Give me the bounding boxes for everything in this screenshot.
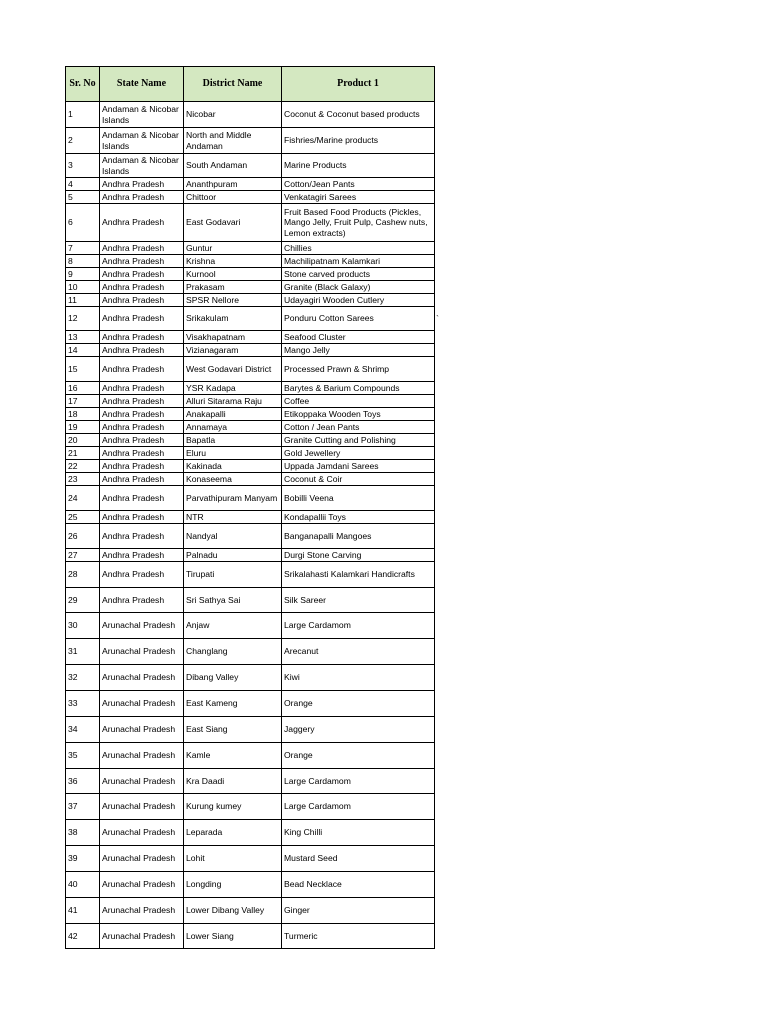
cell-sr-no: 9: [66, 268, 100, 281]
table-row: [66, 434, 435, 447]
cell-sr-no: 5: [66, 191, 100, 204]
cell-sr-no: 23: [66, 473, 100, 486]
table-row: [66, 872, 435, 898]
cell-product: Mustard Seed: [282, 846, 435, 872]
cell-product: Bead Necklace: [282, 872, 435, 898]
cell-product: Large Cardamom: [282, 794, 435, 820]
cell-district-name: East Godavari: [184, 204, 282, 242]
cell-district-name: SPSR Nellore: [184, 294, 282, 307]
cell-district-name: NTR: [184, 511, 282, 524]
cell-district-name: Parvathipuram Manyam: [184, 486, 282, 511]
cell-district-name: Lower Dibang Valley: [184, 898, 282, 924]
cell-sr-no: 21: [66, 447, 100, 460]
header-row: [66, 67, 435, 102]
cell-product: Machilipatnam Kalamkari: [282, 255, 435, 268]
cell-product: Ginger: [282, 898, 435, 924]
cell-district-name: East Kameng: [184, 691, 282, 717]
cell-state-name: Arunachal Pradesh: [100, 717, 184, 743]
cell-state-name: Arunachal Pradesh: [100, 691, 184, 717]
table-row: [66, 846, 435, 872]
cell-sr-no: 40: [66, 872, 100, 898]
cell-state-name: Andaman & Nicobar Islands: [100, 102, 184, 128]
cell-state-name: Andhra Pradesh: [100, 357, 184, 382]
cell-state-name: Arunachal Pradesh: [100, 665, 184, 691]
table-row: [66, 204, 435, 242]
cell-state-name: Andhra Pradesh: [100, 460, 184, 473]
table-row: [66, 395, 435, 408]
cell-district-name: Srikakulam: [184, 307, 282, 331]
cell-sr-no: 39: [66, 846, 100, 872]
cell-sr-no: 20: [66, 434, 100, 447]
product-table: [65, 66, 435, 949]
cell-sr-no: 8: [66, 255, 100, 268]
cell-district-name: Guntur: [184, 242, 282, 255]
cell-state-name: Andhra Pradesh: [100, 511, 184, 524]
cell-product: Granite Cutting and Polishing: [282, 434, 435, 447]
cell-district-name: Lower Siang: [184, 924, 282, 949]
cell-sr-no: 11: [66, 294, 100, 307]
cell-district-name: Changlang: [184, 639, 282, 665]
cell-state-name: Andhra Pradesh: [100, 395, 184, 408]
cell-sr-no: 15: [66, 357, 100, 382]
cell-state-name: Arunachal Pradesh: [100, 820, 184, 846]
cell-district-name: Prakasam: [184, 281, 282, 294]
cell-product: Fruit Based Food Products (Pickles, Mango Jelly, Fruit Pulp, Cashew nuts, Lemon extracts): [282, 204, 435, 242]
cell-product: Marine Products: [282, 154, 435, 178]
table-row: [66, 486, 435, 511]
table-row: [66, 820, 435, 846]
cell-sr-no: 14: [66, 344, 100, 357]
cell-district-name: Anjaw: [184, 613, 282, 639]
cell-product: Processed Prawn & Shrimp: [282, 357, 435, 382]
cell-product: Kondapallii Toys: [282, 511, 435, 524]
cell-sr-no: 1: [66, 102, 100, 128]
cell-sr-no: 2: [66, 128, 100, 154]
cell-sr-no: 13: [66, 331, 100, 344]
table-row: [66, 268, 435, 281]
cell-product: Jaggery: [282, 717, 435, 743]
table-row: [66, 331, 435, 344]
cell-product: Large Cardamom: [282, 769, 435, 794]
cell-district-name: West Godavari District: [184, 357, 282, 382]
cell-product: Kiwi: [282, 665, 435, 691]
table-row: [66, 691, 435, 717]
cell-sr-no: 30: [66, 613, 100, 639]
cell-state-name: Arunachal Pradesh: [100, 846, 184, 872]
table-row: [66, 665, 435, 691]
cell-product: Coconut & Coconut based products: [282, 102, 435, 128]
cell-district-name: Dibang Valley: [184, 665, 282, 691]
cell-state-name: Andhra Pradesh: [100, 242, 184, 255]
cell-state-name: Andhra Pradesh: [100, 562, 184, 588]
table-row: [66, 549, 435, 562]
cell-sr-no: 38: [66, 820, 100, 846]
cell-product: Turmeric: [282, 924, 435, 949]
cell-sr-no: 41: [66, 898, 100, 924]
cell-state-name: Andhra Pradesh: [100, 486, 184, 511]
cell-sr-no: 18: [66, 408, 100, 421]
table-row: [66, 357, 435, 382]
cell-product: Chillies: [282, 242, 435, 255]
cell-sr-no: 12: [66, 307, 100, 331]
stray-mark: `: [436, 314, 439, 324]
cell-district-name: Kakinada: [184, 460, 282, 473]
cell-district-name: Eluru: [184, 447, 282, 460]
cell-district-name: East Siang: [184, 717, 282, 743]
table-row: [66, 898, 435, 924]
cell-sr-no: 37: [66, 794, 100, 820]
cell-product: Silk Sareer: [282, 588, 435, 613]
cell-state-name: Arunachal Pradesh: [100, 613, 184, 639]
header-sr-no: Sr. No: [66, 67, 100, 102]
table-row: [66, 743, 435, 769]
cell-product: Fishries/Marine products: [282, 128, 435, 154]
cell-district-name: Alluri Sitarama Raju: [184, 395, 282, 408]
cell-district-name: Longding: [184, 872, 282, 898]
cell-state-name: Andaman & Nicobar Islands: [100, 128, 184, 154]
cell-sr-no: 35: [66, 743, 100, 769]
cell-district-name: Krishna: [184, 255, 282, 268]
cell-sr-no: 16: [66, 382, 100, 395]
cell-district-name: Anakapalli: [184, 408, 282, 421]
cell-district-name: Bapatla: [184, 434, 282, 447]
cell-state-name: Andhra Pradesh: [100, 421, 184, 434]
table-row: [66, 344, 435, 357]
cell-product: Gold Jewellery: [282, 447, 435, 460]
cell-district-name: Lohit: [184, 846, 282, 872]
cell-district-name: South Andaman: [184, 154, 282, 178]
table-row: [66, 191, 435, 204]
cell-product: Mango Jelly: [282, 344, 435, 357]
cell-district-name: Annamaya: [184, 421, 282, 434]
cell-state-name: Andhra Pradesh: [100, 588, 184, 613]
cell-sr-no: 17: [66, 395, 100, 408]
table-row: [66, 421, 435, 434]
cell-sr-no: 29: [66, 588, 100, 613]
cell-product: Bobilli Veena: [282, 486, 435, 511]
cell-sr-no: 34: [66, 717, 100, 743]
cell-district-name: Ananthpuram: [184, 178, 282, 191]
cell-district-name: Kamle: [184, 743, 282, 769]
cell-product: Cotton / Jean Pants: [282, 421, 435, 434]
cell-sr-no: 27: [66, 549, 100, 562]
cell-product: Ponduru Cotton Sarees: [282, 307, 435, 331]
cell-sr-no: 28: [66, 562, 100, 588]
cell-state-name: Arunachal Pradesh: [100, 743, 184, 769]
cell-state-name: Andhra Pradesh: [100, 204, 184, 242]
table-body: [66, 102, 435, 949]
cell-product: Orange: [282, 691, 435, 717]
cell-district-name: Palnadu: [184, 549, 282, 562]
cell-product: Seafood Cluster: [282, 331, 435, 344]
cell-state-name: Arunachal Pradesh: [100, 639, 184, 665]
cell-sr-no: 33: [66, 691, 100, 717]
cell-district-name: Leparada: [184, 820, 282, 846]
table-row: [66, 255, 435, 268]
cell-product: Barytes & Barium Compounds: [282, 382, 435, 395]
cell-product: King Chilli: [282, 820, 435, 846]
header-state-name: State Name: [100, 67, 184, 102]
cell-district-name: Konaseema: [184, 473, 282, 486]
cell-sr-no: 4: [66, 178, 100, 191]
cell-state-name: Andhra Pradesh: [100, 549, 184, 562]
cell-product: Banganapalli Mangoes: [282, 524, 435, 549]
table-row: [66, 307, 435, 331]
cell-district-name: Sri Sathya Sai: [184, 588, 282, 613]
cell-sr-no: 7: [66, 242, 100, 255]
cell-state-name: Andhra Pradesh: [100, 281, 184, 294]
cell-product: Srikalahasti Kalamkari Handicrafts: [282, 562, 435, 588]
cell-sr-no: 25: [66, 511, 100, 524]
table-row: [66, 460, 435, 473]
cell-state-name: Arunachal Pradesh: [100, 924, 184, 949]
table-row: [66, 717, 435, 743]
cell-product: Cotton/Jean Pants: [282, 178, 435, 191]
table-row: [66, 613, 435, 639]
cell-state-name: Andhra Pradesh: [100, 434, 184, 447]
cell-state-name: Arunachal Pradesh: [100, 794, 184, 820]
cell-sr-no: 42: [66, 924, 100, 949]
cell-state-name: Andhra Pradesh: [100, 344, 184, 357]
table-row: [66, 769, 435, 794]
cell-product: Large Cardamom: [282, 613, 435, 639]
cell-sr-no: 26: [66, 524, 100, 549]
cell-state-name: Arunachal Pradesh: [100, 769, 184, 794]
table-row: [66, 924, 435, 949]
header-product-1: Product 1: [282, 67, 435, 102]
cell-district-name: Visakhapatnam: [184, 331, 282, 344]
cell-district-name: Tirupati: [184, 562, 282, 588]
cell-district-name: Kurnool: [184, 268, 282, 281]
cell-district-name: Nandyal: [184, 524, 282, 549]
table-row: [66, 794, 435, 820]
cell-sr-no: 31: [66, 639, 100, 665]
table-row: [66, 154, 435, 178]
header-district-name: District Name: [184, 67, 282, 102]
cell-sr-no: 24: [66, 486, 100, 511]
cell-product: Arecanut: [282, 639, 435, 665]
cell-state-name: Andhra Pradesh: [100, 307, 184, 331]
cell-sr-no: 22: [66, 460, 100, 473]
cell-district-name: North and Middle Andaman: [184, 128, 282, 154]
cell-district-name: Vizianagaram: [184, 344, 282, 357]
cell-district-name: Kurung kumey: [184, 794, 282, 820]
cell-product: Uppada Jamdani Sarees: [282, 460, 435, 473]
cell-district-name: Kra Daadi: [184, 769, 282, 794]
cell-sr-no: 3: [66, 154, 100, 178]
table-row: [66, 473, 435, 486]
table-row: [66, 128, 435, 154]
table-row: [66, 447, 435, 460]
cell-district-name: Nicobar: [184, 102, 282, 128]
cell-state-name: Andhra Pradesh: [100, 447, 184, 460]
cell-sr-no: 19: [66, 421, 100, 434]
cell-product: Coffee: [282, 395, 435, 408]
cell-state-name: Andhra Pradesh: [100, 268, 184, 281]
cell-district-name: Chittoor: [184, 191, 282, 204]
cell-state-name: Andhra Pradesh: [100, 408, 184, 421]
cell-state-name: Andhra Pradesh: [100, 294, 184, 307]
table-row: [66, 408, 435, 421]
table-row: [66, 511, 435, 524]
cell-state-name: Andhra Pradesh: [100, 524, 184, 549]
cell-state-name: Andhra Pradesh: [100, 331, 184, 344]
table-row: [66, 588, 435, 613]
table-row: [66, 281, 435, 294]
table-row: [66, 178, 435, 191]
table-row: [66, 524, 435, 549]
cell-product: Orange: [282, 743, 435, 769]
cell-product: Stone carved products: [282, 268, 435, 281]
table-header: [66, 67, 435, 102]
cell-product: Udayagiri Wooden Cutlery: [282, 294, 435, 307]
cell-sr-no: 10: [66, 281, 100, 294]
cell-product: Coconut & Coir: [282, 473, 435, 486]
cell-product: Etikoppaka Wooden Toys: [282, 408, 435, 421]
cell-sr-no: 36: [66, 769, 100, 794]
table-row: [66, 382, 435, 395]
cell-state-name: Andhra Pradesh: [100, 473, 184, 486]
table-row: [66, 294, 435, 307]
cell-sr-no: 6: [66, 204, 100, 242]
cell-sr-no: 32: [66, 665, 100, 691]
table-row: [66, 639, 435, 665]
cell-state-name: Andhra Pradesh: [100, 255, 184, 268]
table-row: [66, 562, 435, 588]
cell-state-name: Arunachal Pradesh: [100, 872, 184, 898]
table-row: [66, 102, 435, 128]
cell-product: Granite (Black Galaxy): [282, 281, 435, 294]
cell-state-name: Andhra Pradesh: [100, 382, 184, 395]
cell-district-name: YSR Kadapa: [184, 382, 282, 395]
cell-state-name: Andhra Pradesh: [100, 191, 184, 204]
cell-product: Durgi Stone Carving: [282, 549, 435, 562]
cell-state-name: Andhra Pradesh: [100, 178, 184, 191]
cell-state-name: Andaman & Nicobar Islands: [100, 154, 184, 178]
cell-product: Venkatagiri Sarees: [282, 191, 435, 204]
table-row: [66, 242, 435, 255]
cell-state-name: Arunachal Pradesh: [100, 898, 184, 924]
